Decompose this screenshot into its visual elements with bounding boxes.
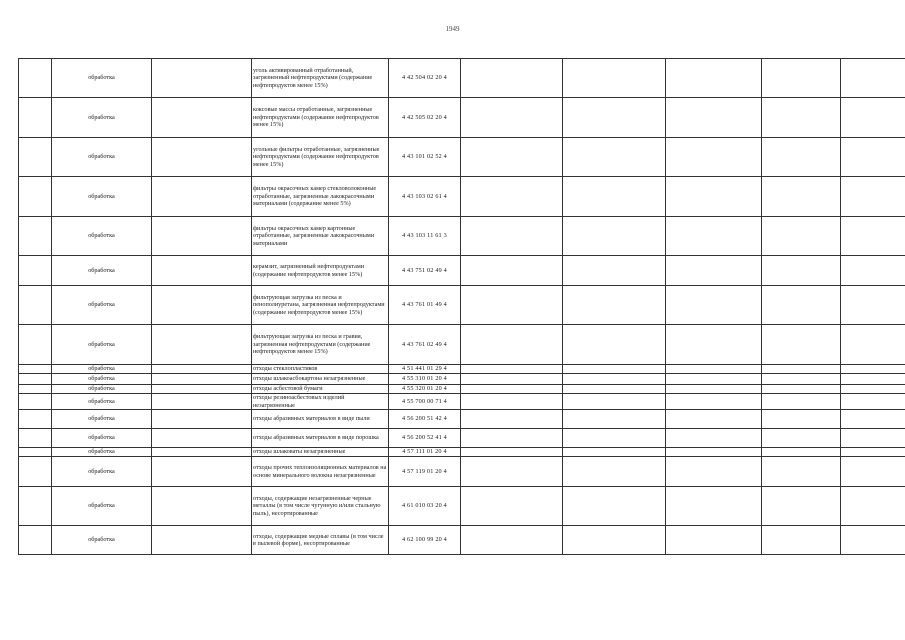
empty-cell	[461, 526, 563, 555]
empty-cell	[841, 410, 905, 429]
empty-cell	[461, 138, 563, 177]
empty-cell	[19, 365, 52, 374]
empty-cell	[666, 365, 762, 374]
fkko-code-cell: 4 51 441 01 29 4	[389, 365, 461, 374]
page-number: 1949	[445, 25, 460, 33]
empty-cell	[841, 286, 905, 325]
empty-cell	[762, 374, 841, 385]
waste-table	[18, 58, 905, 555]
fkko-code-cell: 4 57 119 01 20 4	[389, 457, 461, 487]
empty-cell	[461, 256, 563, 286]
waste-name-cell: отходы прочих теплоизоляционных материалов на основе минерального волокна незагрязненные	[252, 457, 389, 487]
table-row	[19, 385, 905, 394]
empty-cell	[563, 429, 666, 448]
waste-name-cell: угольные фильтры отработанные, загрязненные нефтепродуктами (содержание нефтепродуктов менее 15%)	[252, 138, 389, 177]
fkko-code-cell: 4 61 010 03 20 4	[389, 487, 461, 526]
operation-cell: обработка	[52, 385, 152, 394]
table-row	[19, 286, 905, 325]
operation-cell: обработка	[52, 526, 152, 555]
empty-cell	[461, 286, 563, 325]
empty-cell	[666, 385, 762, 394]
empty-cell	[841, 487, 905, 526]
empty-cell	[841, 98, 905, 138]
empty-cell	[666, 487, 762, 526]
empty-cell	[762, 138, 841, 177]
operation-cell: обработка	[52, 256, 152, 286]
empty-cell	[762, 394, 841, 410]
empty-cell	[762, 177, 841, 217]
empty-cell	[563, 256, 666, 286]
empty-cell	[762, 286, 841, 325]
empty-cell	[563, 487, 666, 526]
waste-name-cell: фильтрующая загрузка из песка и гравия, загрязненная нефтепродуктами (содержание нефтепродуктов менее 15%)	[252, 325, 389, 365]
fkko-code-cell: 4 43 103 11 61 3	[389, 217, 461, 256]
empty-cell	[461, 365, 563, 374]
empty-cell	[563, 394, 666, 410]
empty-cell	[666, 138, 762, 177]
waste-name-cell: отходы шлаковаты незагрязненные	[252, 448, 389, 457]
operation-cell: обработка	[52, 286, 152, 325]
empty-cell	[762, 448, 841, 457]
waste-name-cell: отходы абразивных материалов в виде порошка	[252, 429, 389, 448]
empty-cell	[666, 59, 762, 98]
empty-cell	[19, 217, 52, 256]
empty-cell	[841, 325, 905, 365]
operation-cell: обработка	[52, 429, 152, 448]
empty-cell	[152, 177, 252, 217]
table-row	[19, 98, 905, 138]
table-row	[19, 394, 905, 410]
empty-cell	[461, 374, 563, 385]
empty-cell	[762, 385, 841, 394]
empty-cell	[461, 98, 563, 138]
empty-cell	[563, 286, 666, 325]
empty-cell	[152, 448, 252, 457]
fkko-code-cell: 4 56 200 52 41 4	[389, 429, 461, 448]
fkko-code-cell: 4 55 320 01 20 4	[389, 385, 461, 394]
fkko-code-cell: 4 55 310 01 20 4	[389, 374, 461, 385]
operation-cell: обработка	[52, 177, 152, 217]
table-row	[19, 59, 905, 98]
empty-cell	[666, 394, 762, 410]
empty-cell	[461, 325, 563, 365]
waste-name-cell: отходы резиноасбестовых изделий незагрязненные	[252, 394, 389, 410]
empty-cell	[19, 286, 52, 325]
empty-cell	[762, 429, 841, 448]
empty-cell	[152, 457, 252, 487]
empty-cell	[841, 217, 905, 256]
waste-name-cell: фильтрующая загрузка из песка и пенополиуретана, загрязненная нефтепродуктами (содержание нефтепродуктов менее 15%)	[252, 286, 389, 325]
empty-cell	[563, 365, 666, 374]
table-row	[19, 365, 905, 374]
empty-cell	[152, 385, 252, 394]
operation-cell: обработка	[52, 487, 152, 526]
empty-cell	[762, 365, 841, 374]
empty-cell	[461, 448, 563, 457]
empty-cell	[19, 526, 52, 555]
waste-name-cell: отходы шлакоасбокартона незагрязненные	[252, 374, 389, 385]
empty-cell	[152, 98, 252, 138]
empty-cell	[841, 457, 905, 487]
empty-cell	[563, 177, 666, 217]
empty-cell	[563, 374, 666, 385]
empty-cell	[19, 256, 52, 286]
empty-cell	[666, 457, 762, 487]
empty-cell	[841, 256, 905, 286]
empty-cell	[19, 138, 52, 177]
table-row	[19, 256, 905, 286]
empty-cell	[841, 138, 905, 177]
empty-cell	[666, 98, 762, 138]
empty-cell	[841, 385, 905, 394]
empty-cell	[563, 410, 666, 429]
table-row	[19, 325, 905, 365]
empty-cell	[19, 429, 52, 448]
empty-cell	[666, 177, 762, 217]
empty-cell	[841, 374, 905, 385]
empty-cell	[152, 394, 252, 410]
empty-cell	[563, 98, 666, 138]
table-row	[19, 138, 905, 177]
empty-cell	[19, 177, 52, 217]
empty-cell	[19, 325, 52, 365]
fkko-code-cell: 4 57 111 01 20 4	[389, 448, 461, 457]
table-row	[19, 429, 905, 448]
empty-cell	[152, 429, 252, 448]
empty-cell	[563, 59, 666, 98]
empty-cell	[762, 256, 841, 286]
fkko-code-cell: 4 43 101 02 52 4	[389, 138, 461, 177]
waste-name-cell: отходы абразивных материалов в виде пыли	[252, 410, 389, 429]
operation-cell: обработка	[52, 325, 152, 365]
empty-cell	[563, 385, 666, 394]
empty-cell	[461, 457, 563, 487]
fkko-code-cell: 4 62 100 99 20 4	[389, 526, 461, 555]
empty-cell	[19, 487, 52, 526]
empty-cell	[563, 217, 666, 256]
empty-cell	[152, 59, 252, 98]
empty-cell	[762, 526, 841, 555]
table-row	[19, 217, 905, 256]
empty-cell	[666, 325, 762, 365]
empty-cell	[19, 374, 52, 385]
operation-cell: обработка	[52, 138, 152, 177]
operation-cell: обработка	[52, 98, 152, 138]
empty-cell	[152, 410, 252, 429]
empty-cell	[563, 457, 666, 487]
empty-cell	[563, 138, 666, 177]
empty-cell	[152, 487, 252, 526]
empty-cell	[19, 410, 52, 429]
waste-name-cell: коксовые массы отработанные, загрязненные нефтепродуктами (содержание нефтепродуктов менее 15%)	[252, 98, 389, 138]
empty-cell	[152, 138, 252, 177]
table-row	[19, 487, 905, 526]
empty-cell	[841, 59, 905, 98]
fkko-code-cell: 4 42 504 02 20 4	[389, 59, 461, 98]
fkko-code-cell: 4 42 505 02 20 4	[389, 98, 461, 138]
empty-cell	[841, 177, 905, 217]
operation-cell: обработка	[52, 217, 152, 256]
table-row	[19, 410, 905, 429]
operation-cell: обработка	[52, 448, 152, 457]
empty-cell	[841, 394, 905, 410]
table-row	[19, 177, 905, 217]
empty-cell	[666, 448, 762, 457]
empty-cell	[563, 325, 666, 365]
table-row	[19, 526, 905, 555]
operation-cell: обработка	[52, 394, 152, 410]
empty-cell	[461, 487, 563, 526]
empty-cell	[19, 448, 52, 457]
empty-cell	[762, 217, 841, 256]
empty-cell	[461, 394, 563, 410]
fkko-code-cell: 4 43 761 01 49 4	[389, 286, 461, 325]
empty-cell	[152, 217, 252, 256]
waste-name-cell: уголь активированный отработанный, загрязненный нефтепродуктами (содержание нефтепродуктов менее 15%)	[252, 59, 389, 98]
empty-cell	[563, 448, 666, 457]
table-row	[19, 374, 905, 385]
empty-cell	[841, 365, 905, 374]
empty-cell	[461, 429, 563, 448]
empty-cell	[152, 365, 252, 374]
empty-cell	[666, 217, 762, 256]
table-row	[19, 448, 905, 457]
waste-name-cell: отходы стеклопластиков	[252, 365, 389, 374]
operation-cell: обработка	[52, 365, 152, 374]
empty-cell	[841, 429, 905, 448]
fkko-code-cell: 4 43 761 02 49 4	[389, 325, 461, 365]
empty-cell	[19, 98, 52, 138]
waste-name-cell: отходы, содержащие медные сплавы (в том числе в пылевой форме), несортированные	[252, 526, 389, 555]
empty-cell	[762, 325, 841, 365]
empty-cell	[461, 385, 563, 394]
empty-cell	[152, 374, 252, 385]
empty-cell	[666, 374, 762, 385]
empty-cell	[762, 487, 841, 526]
operation-cell: обработка	[52, 374, 152, 385]
empty-cell	[461, 217, 563, 256]
empty-cell	[152, 256, 252, 286]
operation-cell: обработка	[52, 59, 152, 98]
empty-cell	[762, 59, 841, 98]
operation-cell: обработка	[52, 410, 152, 429]
fkko-code-cell: 4 56 200 51 42 4	[389, 410, 461, 429]
empty-cell	[841, 448, 905, 457]
empty-cell	[19, 59, 52, 98]
empty-cell	[762, 98, 841, 138]
fkko-code-cell: 4 55 700 00 71 4	[389, 394, 461, 410]
empty-cell	[841, 526, 905, 555]
empty-cell	[666, 429, 762, 448]
empty-cell	[563, 526, 666, 555]
empty-cell	[461, 177, 563, 217]
empty-cell	[19, 457, 52, 487]
empty-cell	[152, 286, 252, 325]
waste-name-cell: фильтры окрасочных камер стекловолоконные отработанные, загрязненные лакокрасочными материалами (содержание менее 5%)	[252, 177, 389, 217]
waste-name-cell: отходы, содержащие незагрязненные черные металлы (в том числе чугунную и/или стальную пыль), несортированные	[252, 487, 389, 526]
table-row	[19, 457, 905, 487]
waste-name-cell: фильтры окрасочных камер картонные отработанные, загрязненные лакокрасочными материалами	[252, 217, 389, 256]
empty-cell	[461, 410, 563, 429]
fkko-code-cell: 4 43 103 02 61 4	[389, 177, 461, 217]
operation-cell: обработка	[52, 457, 152, 487]
empty-cell	[666, 410, 762, 429]
empty-cell	[19, 385, 52, 394]
fkko-code-cell: 4 43 751 02 49 4	[389, 256, 461, 286]
empty-cell	[762, 410, 841, 429]
empty-cell	[666, 526, 762, 555]
empty-cell	[762, 457, 841, 487]
empty-cell	[666, 256, 762, 286]
empty-cell	[461, 59, 563, 98]
waste-name-cell: керамзит, загрязненный нефтепродуктами (содержание нефтепродуктов менее 15%)	[252, 256, 389, 286]
waste-name-cell: отходы асбестовой бумаги	[252, 385, 389, 394]
empty-cell	[152, 325, 252, 365]
empty-cell	[666, 286, 762, 325]
empty-cell	[152, 526, 252, 555]
empty-cell	[19, 394, 52, 410]
